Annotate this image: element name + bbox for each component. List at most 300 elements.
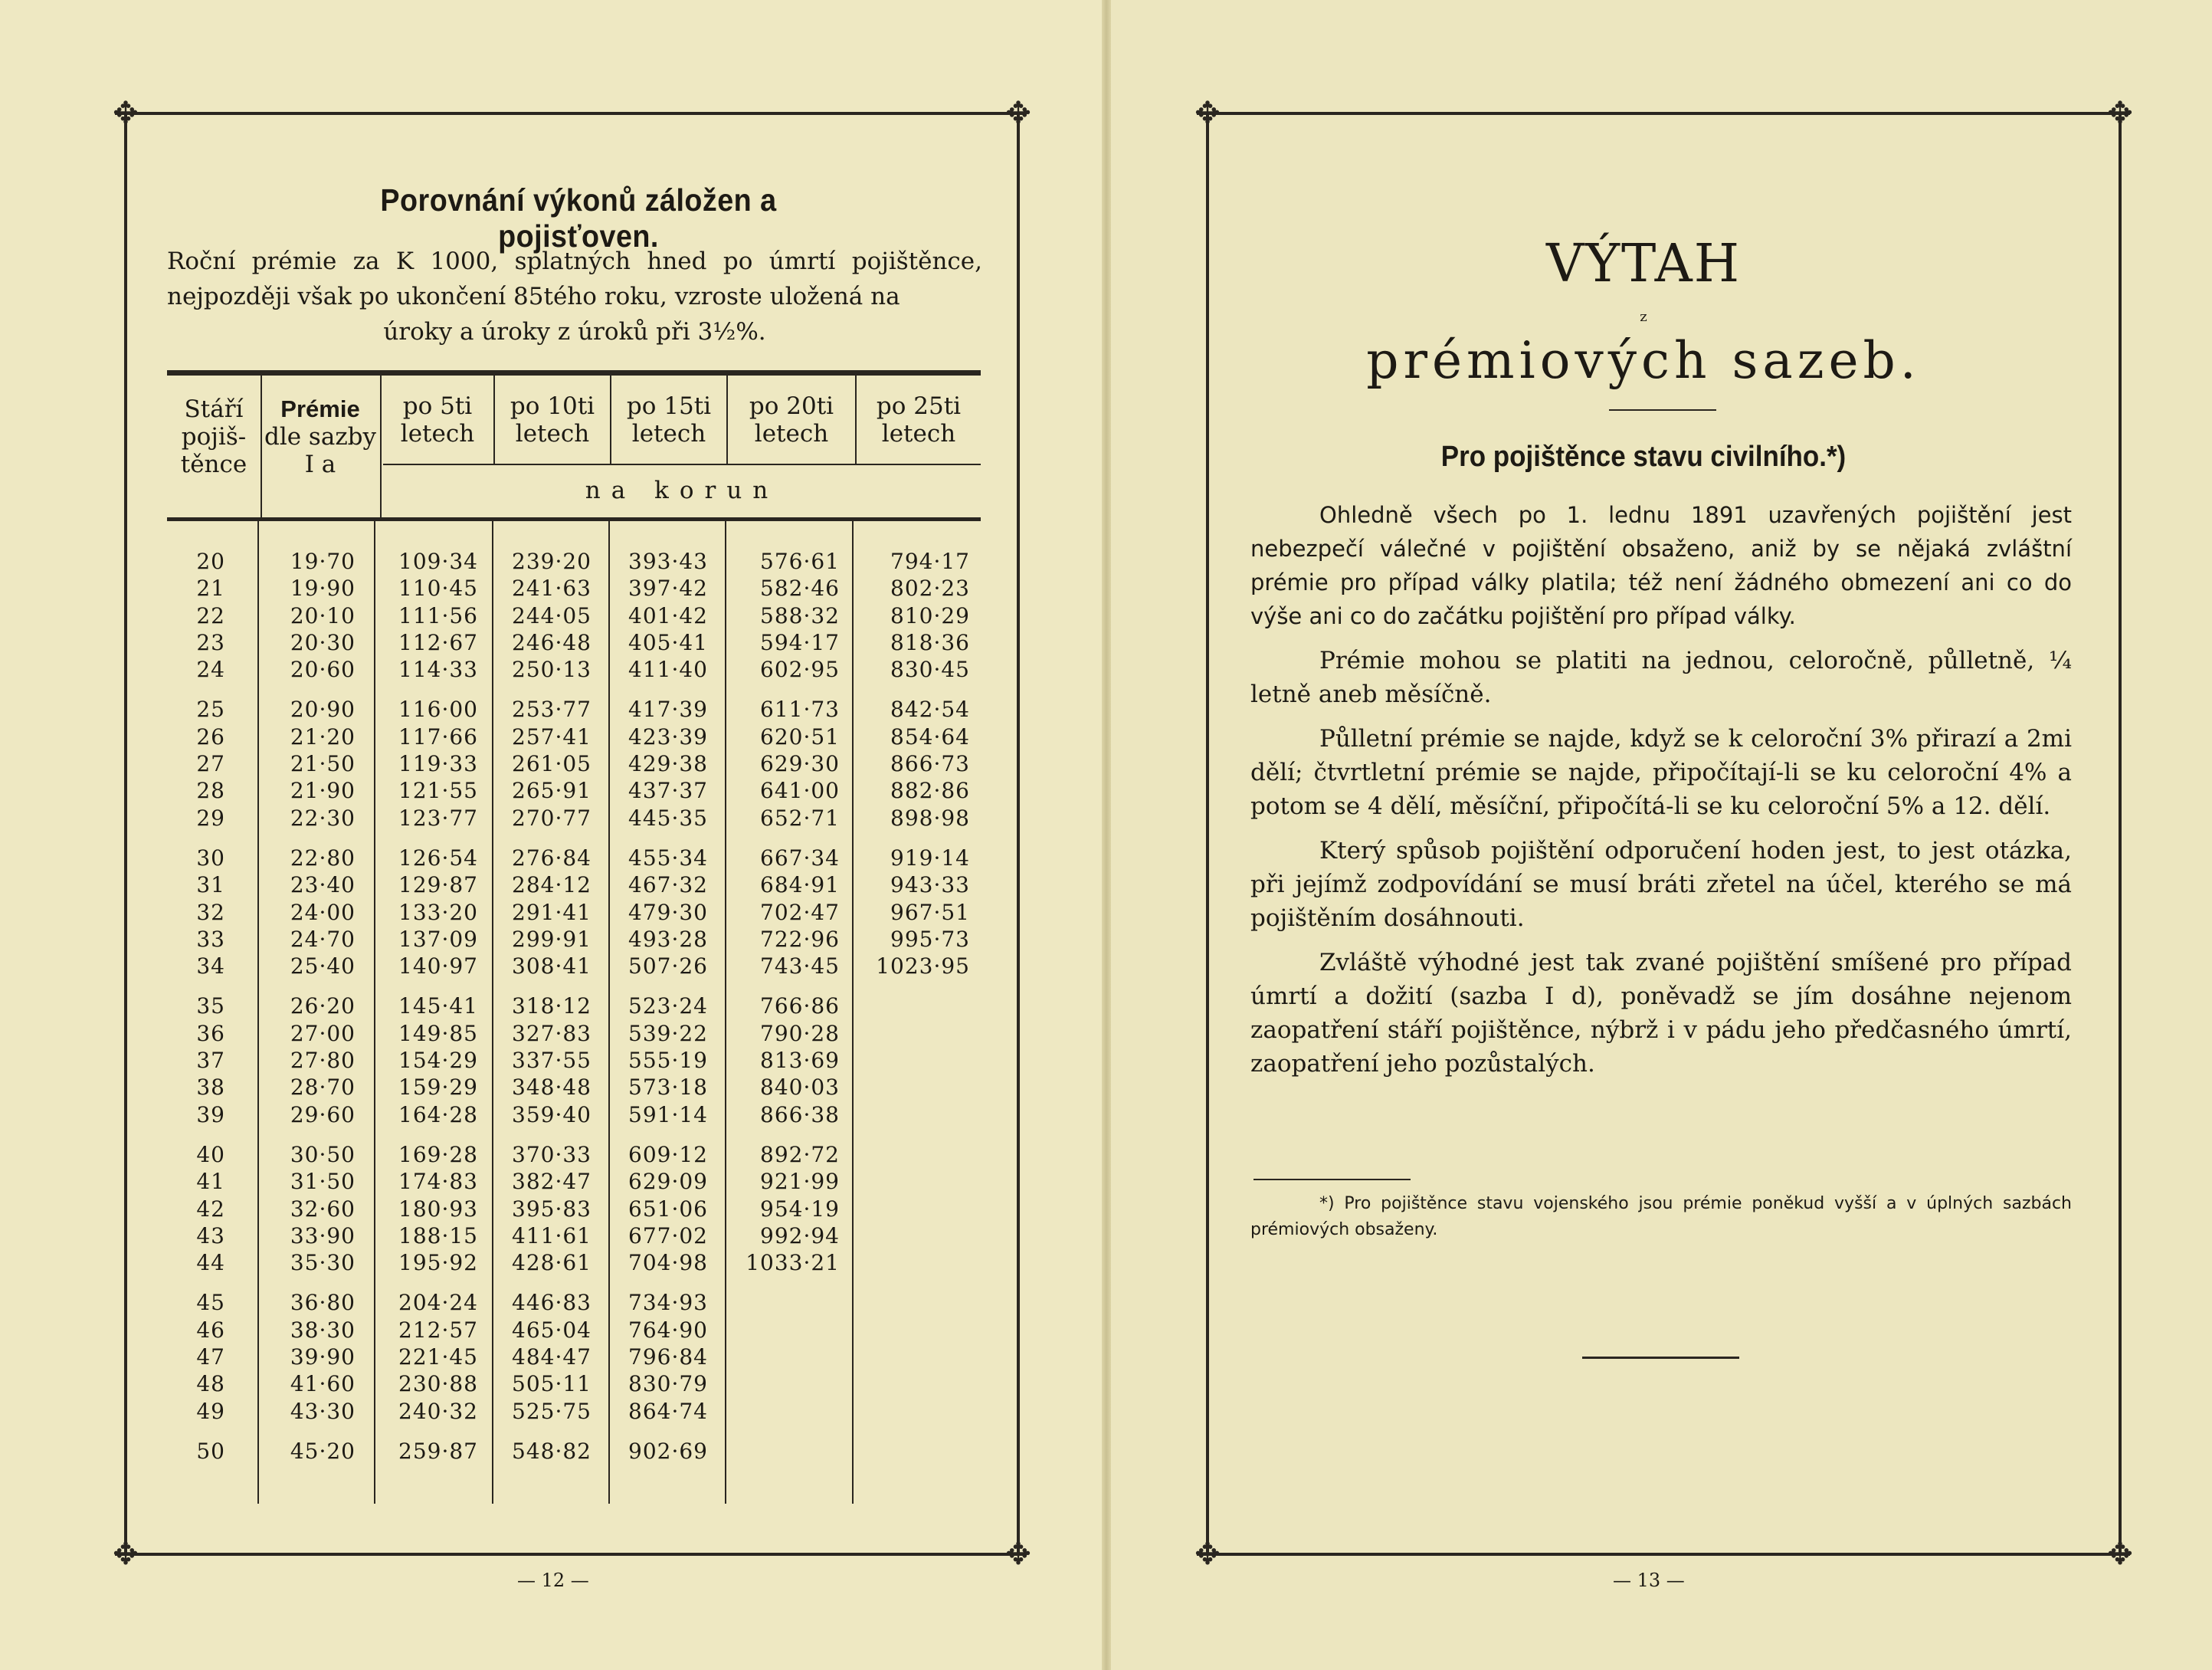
table-cell [857,1168,970,1195]
table-cell: 651·06 [628,1196,708,1222]
table-cell: 43 [196,1222,225,1248]
table-cell: 174·83 [398,1169,478,1195]
row-group [261,1438,356,1465]
header-25-years [857,392,981,448]
header-age-line: pojiš- [181,423,247,451]
table-cell: 919·14 [890,845,970,871]
table-cell: 28·70 [290,1075,356,1101]
table-cell: 308·41 [512,953,592,979]
table-cell: 1033·21 [746,1250,840,1276]
row-group [857,1438,970,1465]
column-10-years [495,548,592,1478]
header-premium-line: Prémie [280,395,360,422]
table-cell: 337·55 [512,1048,592,1074]
row-group [382,696,478,831]
table-cell: 33 [196,926,225,952]
paragraph: Který spůsob pojištění odporučení hoden jest, to jest otázka, při jejímž zodpovídání se musí bráti zřetel na účel, kterého se má pojištěním dosáhnouti. [1250,837,2072,932]
table-cell: 507·26 [628,953,708,979]
column-5-years [382,548,478,1478]
table-cell: 818·36 [890,629,970,655]
paragraph: Půlletní prémie se najde, když se k celoroční 3% přirazí a 2mi dělí; čtvrtletní prémie se najde, připočítají-li se ku celoroční 4% a potom se 4 dělí, měsíční, připočítá-li se ku celoroční 5% a 12. dělí. [1250,725,2072,820]
row-group [495,1438,592,1465]
header-line: po 25ti [876,392,962,420]
header-premium-line: I a [304,451,336,478]
table-cell: 609·12 [628,1141,708,1167]
header-premium [261,395,380,478]
row-group [170,1289,225,1424]
table-cell [857,1196,970,1222]
table-cell: 195·92 [398,1250,478,1276]
table-cell: 126·54 [398,845,478,871]
column-divider [852,521,854,1504]
table-cell: 253·77 [512,697,592,723]
corner-ornament-icon: ✥ [113,1537,139,1572]
table-cell: 284·12 [512,872,592,898]
table-cell: 455·34 [628,845,708,871]
row-group [857,992,970,1127]
table-cell: 111·56 [398,602,478,628]
table-cell [857,1222,970,1249]
section-heading: Pro pojištěnce stavu civilního.*) [1440,441,1847,473]
footnote: *) Pro pojištěnce stavu vojenského jsou prémie poněkud vyšší a v úplných sazbách prémiových obsaženy. [1250,1194,2072,1239]
table-cell: 479·30 [628,899,708,925]
header-line: po 20ti [749,392,834,420]
footnote-rule [1253,1179,1411,1180]
table-cell: 188·15 [398,1222,478,1248]
table-cell: 866·38 [760,1101,840,1127]
table-cell: 45 [196,1290,225,1316]
table-cell: 31 [196,872,225,898]
row-group [611,1141,708,1276]
table-cell: 22·30 [290,805,356,831]
table-cell: 49 [196,1398,225,1424]
header-line: letech [400,420,475,448]
table-cell: 493·28 [628,926,708,952]
table-cell: 902·69 [628,1438,708,1464]
table-cell: 21·20 [290,723,356,750]
row-group [857,548,970,683]
table-cell: 276·84 [512,845,592,871]
table-cell: 291·41 [512,899,592,925]
table-cell: 591·14 [628,1101,708,1127]
table-cell: 318·12 [512,993,592,1019]
table-cell: 50 [196,1438,225,1464]
table-cell: 35 [196,993,225,1019]
table-cell: 382·47 [512,1169,592,1195]
table-cell: 159·29 [398,1075,478,1101]
right-frame-top [1197,112,2130,115]
table-cell: 154·29 [398,1048,478,1074]
table-cell: 813·69 [760,1048,840,1074]
column-25-years [857,548,970,1478]
column-15-years [611,548,708,1478]
row-group [857,1141,970,1276]
table-cell: 239·20 [512,549,592,574]
header-line: letech [515,420,590,448]
page-number: — 12 — [517,1570,589,1591]
row-group [728,1289,840,1424]
table-cell: 359·40 [512,1101,592,1127]
column-divider [257,521,259,1504]
right-frame-right [2119,115,2122,1553]
table-cell: 149·85 [398,1020,478,1046]
table-cell: 395·83 [512,1196,592,1222]
table-cell: 393·43 [628,549,708,574]
row-group [857,1289,970,1424]
table-cell: 204·24 [398,1290,478,1316]
row-group [170,1141,225,1276]
table-cell: 38·30 [290,1317,356,1343]
table-cell: 854·64 [890,723,970,750]
page-title: Porovnání výkonů záložen a pojisťoven. [380,182,777,254]
table-cell: 32·60 [290,1196,356,1222]
table-cell: 241·63 [512,576,592,602]
table-cell: 734·93 [628,1290,708,1316]
table-cell [857,1344,970,1370]
table-cell: 327·83 [512,1020,592,1046]
table-cell: 743·45 [760,953,840,979]
intro-text-last-line: úroky a úroky z úroků při 3½%. [383,318,766,346]
row-group [261,548,356,683]
table-cell: 221·45 [398,1344,478,1370]
table-cell: 505·11 [512,1371,592,1397]
table-cell: 802·23 [890,576,970,602]
column-divider [725,521,726,1504]
table-cell: 22 [196,602,225,628]
table-cell: 995·73 [890,926,970,952]
table-cell: 46 [196,1317,225,1343]
table-cell: 429·38 [628,751,708,777]
table-cell: 539·22 [628,1020,708,1046]
table-cell: 41·60 [290,1371,356,1397]
table-cell: 602·95 [760,657,840,683]
table-cell: 259·87 [398,1438,478,1464]
table-cell: 37 [196,1048,225,1074]
table-cell: 830·79 [628,1371,708,1397]
table-cell: 794·17 [890,549,970,574]
table-unit-rule [383,464,981,465]
table-cell: 842·54 [890,697,970,723]
table-cell: 119·33 [398,751,478,777]
row-group [728,1438,840,1465]
table-cell: 19·90 [290,576,356,602]
table-cell: 30 [196,845,225,871]
table-cell: 137·09 [398,926,478,952]
row-group [170,548,225,683]
row-group [728,1141,840,1276]
table-cell: 45·20 [290,1438,356,1464]
table-cell [857,1317,970,1344]
row-group [611,1438,708,1465]
row-group [261,1289,356,1424]
table-cell: 796·84 [628,1344,708,1370]
table-cell: 27·80 [290,1048,356,1074]
table-cell: 180·93 [398,1196,478,1222]
column-divider [492,521,493,1504]
table-cell: 27·00 [290,1020,356,1046]
table-cell: 992·94 [760,1222,840,1248]
table-cell: 921·99 [760,1169,840,1195]
table-cell: 411·61 [512,1222,592,1248]
header-age-line: Stáří [184,395,244,423]
table-cell: 348·48 [512,1075,592,1101]
table-cell: 121·55 [398,778,478,804]
table-cell [728,1317,840,1344]
header-20-years [728,392,855,448]
paragraph: Ohledně všech po 1. lednu 1891 uzavřených pojištění jest nebezpečí válečné v pojištění obsaženo, aniž by se nějaká zvláštní prémie pro případ války platila; též není žádného obmezení ani co do výše ani co do začátku pojištění pro případ války. [1250,502,2072,629]
column-divider [374,521,375,1504]
table-cell: 39·90 [290,1344,356,1370]
table-cell: 667·34 [760,845,840,871]
table-cell: 112·67 [398,629,478,655]
table-cell: 32 [196,899,225,925]
table-cell: 116·00 [398,697,478,723]
row-group [261,845,356,979]
heading-rule [1609,409,1716,411]
table-cell [857,1020,970,1047]
table-cell: 446·83 [512,1290,592,1316]
table-cell: 230·88 [398,1371,478,1397]
table-cell: 299·91 [512,926,592,952]
table-cell: 20 [196,549,225,574]
table-cell: 27 [196,751,225,777]
table-cell: 23·40 [290,872,356,898]
table-cell: 790·28 [760,1020,840,1046]
corner-ornament-icon: ✥ [2107,1537,2133,1572]
table-cell: 445·35 [628,805,708,831]
table-cell: 36 [196,1020,225,1046]
row-group [857,845,970,979]
table-cell: 830·45 [890,657,970,683]
table-cell: 525·75 [512,1398,592,1424]
table-cell: 21 [196,576,225,602]
table-cell: 576·61 [760,549,840,574]
table-cell: 129·87 [398,872,478,898]
table-cell: 620·51 [760,723,840,750]
table-cell: 21·50 [290,751,356,777]
table-cell: 28 [196,778,225,804]
table-cell: 684·91 [760,872,840,898]
table-cell: 641·00 [760,778,840,804]
table-cell: 370·33 [512,1141,592,1167]
header-10-years [495,392,610,448]
table-cell: 270·77 [512,805,592,831]
header-line: po 15ti [626,392,712,420]
table-cell: 34 [196,953,225,979]
header-line: po 5ti [402,392,473,420]
table-cell: 810·29 [890,602,970,628]
table-cell: 892·72 [760,1141,840,1167]
table-cell [857,1438,970,1465]
table-cell: 397·42 [628,576,708,602]
table-cell: 428·61 [512,1250,592,1276]
paragraph: Zvláště výhodné jest tak zvané pojištění smíšené pro případ úmrtí a dožití (sazba I d), poněvadž se jím dosáhne nejenom zaopatření stáří pojištěnce, nýbrž i v pádu jeho předčasného úmrtí, zaopatření jeho pozůstalých. [1250,949,2072,1078]
header-line: letech [754,420,829,448]
row-group [728,845,840,979]
intro-text: Roční prémie za K 1000, splatných hned po úmrtí pojištěnce, nejpozději však po ukončení 85tého roku, vzroste uložená na [167,248,982,310]
row-group [382,1141,478,1276]
table-cell: 48 [196,1371,225,1397]
table-cell: 24·70 [290,926,356,952]
corner-ornament-icon: ✥ [1194,96,1221,131]
row-group [611,548,708,683]
table-cell: 411·40 [628,657,708,683]
header-line: letech [631,420,706,448]
body-text [1250,498,2072,1091]
row-group [728,548,840,683]
table-cell: 19·70 [290,549,356,574]
table-cell: 43·30 [290,1398,356,1424]
row-group [495,548,592,683]
table-cell [857,1101,970,1128]
table-cell: 555·19 [628,1048,708,1074]
table-cell: 629·09 [628,1169,708,1195]
table-cell: 29 [196,805,225,831]
row-group [382,1289,478,1424]
table-cell: 36·80 [290,1290,356,1316]
header-line: letech [881,420,956,448]
table-cell: 704·98 [628,1250,708,1276]
row-group [857,696,970,831]
table-cell: 25 [196,697,225,723]
header-15-years [611,392,726,448]
corner-ornament-icon: ✥ [1194,1537,1221,1572]
table-cell [857,1289,970,1316]
table-cell: 677·02 [628,1222,708,1248]
table-cell: 240·32 [398,1398,478,1424]
table-cell: 257·41 [512,723,592,750]
column-age [170,548,225,1478]
row-group [382,992,478,1127]
column-20-years [728,548,840,1478]
page-number: — 13 — [1613,1570,1685,1591]
row-group [382,548,478,683]
right-frame-bottom [1197,1553,2130,1556]
subheading: prémiových sazeb. [1366,331,1921,390]
table-cell: 582·46 [760,576,840,602]
row-group [170,992,225,1127]
table-cell: 866·73 [890,751,970,777]
table-cell: 766·86 [760,993,840,1019]
table-cell [728,1370,840,1397]
table-cell: 25·40 [290,953,356,979]
table-cell: 840·03 [760,1075,840,1101]
row-group [261,992,356,1127]
table-cell: 573·18 [628,1075,708,1101]
table-cell: 133·20 [398,899,478,925]
corner-ornament-icon: ✥ [1005,96,1031,131]
row-group [495,1141,592,1276]
table-cell: 967·51 [890,899,970,925]
table-cell [728,1344,840,1370]
table-cell: 467·32 [628,872,708,898]
table-cell [728,1438,840,1465]
table-cell [857,992,970,1019]
column-premium [261,548,356,1478]
row-group [170,1438,225,1465]
table-cell: 20·10 [290,602,356,628]
row-group [728,992,840,1127]
table-cell [728,1289,840,1316]
paragraph: Prémie mohou se platiti na jednou, celoročně, půlletně, ¼ letně aneb měsíčně. [1250,647,2072,708]
table-cell: 943·33 [890,872,970,898]
table-cell: 405·41 [628,629,708,655]
row-group [611,696,708,831]
table-cell: 22·80 [290,845,356,871]
table-cell: 864·74 [628,1398,708,1424]
table-cell: 423·39 [628,723,708,750]
table-cell [857,1398,970,1425]
table-cell: 594·17 [760,629,840,655]
table-cell: 629·30 [760,751,840,777]
table-cell: 123·77 [398,805,478,831]
row-group [495,845,592,979]
row-group [611,992,708,1127]
table-cell: 484·47 [512,1344,592,1370]
table-cell [857,1249,970,1276]
header-5-years [382,392,493,448]
table-cell: 29·60 [290,1101,356,1127]
row-group [261,1141,356,1276]
table-cell: 465·04 [512,1317,592,1343]
row-group [495,696,592,831]
table-cell: 588·32 [760,602,840,628]
table-cell: 24·00 [290,899,356,925]
corner-ornament-icon: ✥ [1005,1537,1031,1572]
table-cell: 20·60 [290,657,356,683]
table-cell: 140·97 [398,953,478,979]
table-cell: 114·33 [398,657,478,683]
table-cell: 265·91 [512,778,592,804]
table-cell: 42 [196,1196,225,1222]
table-cell: 26 [196,723,225,750]
table-cell: 44 [196,1250,225,1276]
table-cell: 954·19 [760,1196,840,1222]
table-cell: 31·50 [290,1169,356,1195]
header-premium-line: dle sazby [264,423,377,451]
table-cell: 164·28 [398,1101,478,1127]
table-cell: 117·66 [398,723,478,750]
end-rule [1582,1357,1739,1359]
table-cell: 882·86 [890,778,970,804]
corner-ornament-icon: ✥ [113,96,139,131]
table-cell: 20·30 [290,629,356,655]
table-cell: 145·41 [398,993,478,1019]
header-line: po 10ti [510,392,595,420]
row-group [170,696,225,831]
table-cell: 437·37 [628,778,708,804]
table-cell: 764·90 [628,1317,708,1343]
row-group [611,845,708,979]
table-cell: 702·47 [760,899,840,925]
table-cell: 20·90 [290,697,356,723]
table-cell: 21·90 [290,778,356,804]
unit-label: na korun [585,477,779,504]
table-top-rule [167,370,981,376]
table-cell [728,1398,840,1425]
table-cell: 33·90 [290,1222,356,1248]
table-cell [857,1074,970,1101]
table-cell: 417·39 [628,697,708,723]
table-cell [857,1370,970,1397]
table-cell: 246·48 [512,629,592,655]
row-group [611,1289,708,1424]
column-divider [608,521,610,1504]
table-cell: 611·73 [760,697,840,723]
table-cell: 898·98 [890,805,970,831]
heading: VÝTAH [1545,234,1742,294]
table-cell [857,1141,970,1168]
